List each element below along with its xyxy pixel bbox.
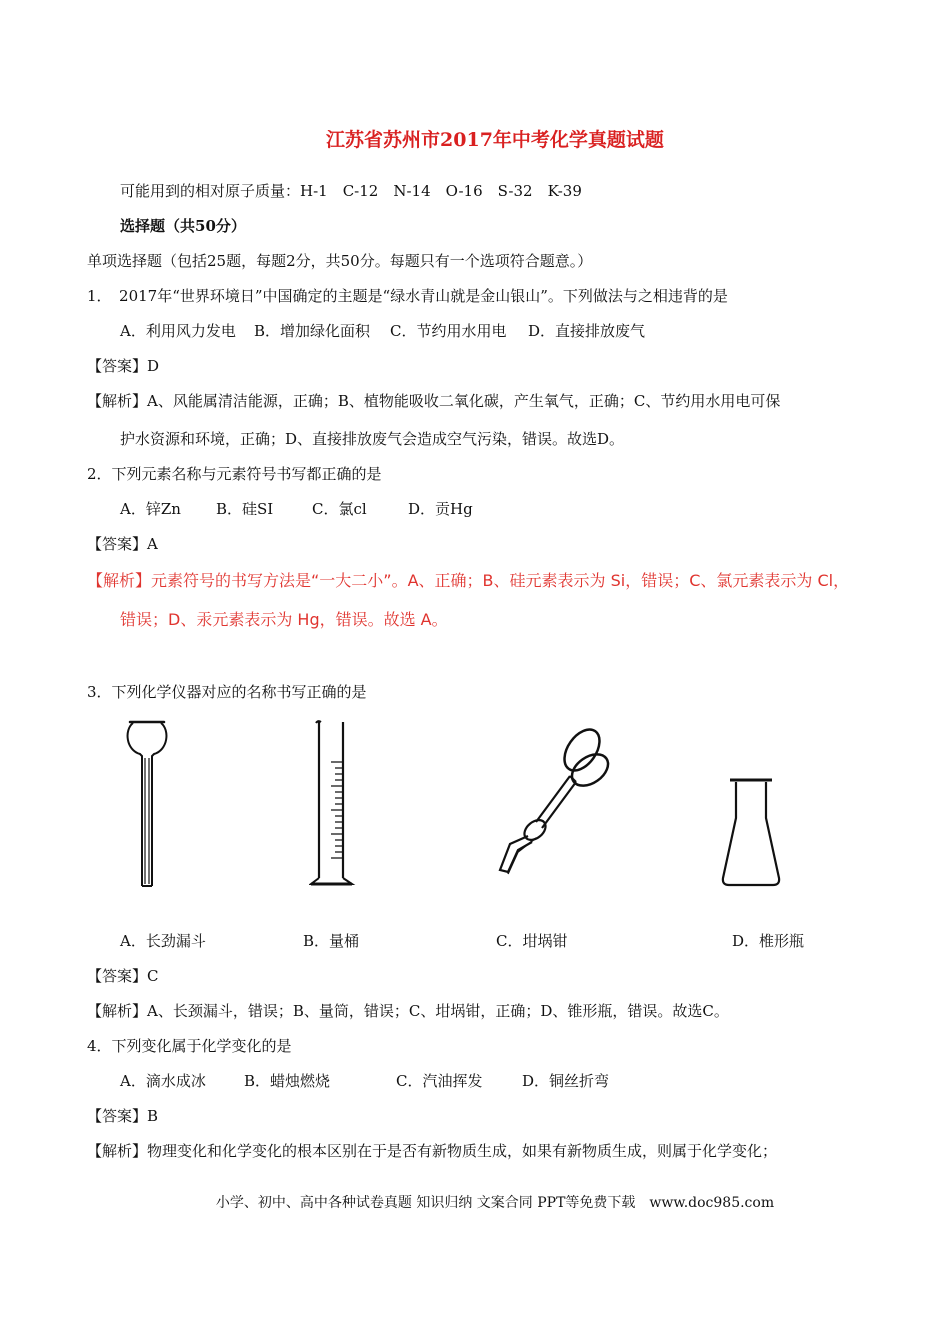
q2-option-b: B．硅SI xyxy=(216,500,274,518)
q2-option-a: A．锌Zn xyxy=(120,500,181,518)
q1-analysis-line1: 【解析】A、风能属清洁能源，正确；B、植物能吸收二氧化碳，产生氧气，正确；C、节约用水用电可保 xyxy=(87,392,781,410)
q4-options xyxy=(120,1071,609,1091)
q3-option-c: C．坩埚钳 xyxy=(496,932,568,950)
q2-stem: 2．下列元素名称与元素符号书写都正确的是 xyxy=(87,465,382,483)
q4-answer: 【答案】B xyxy=(87,1107,159,1125)
crucible-tongs-figure xyxy=(492,718,612,890)
q1-option-c: C．节约用水用电 xyxy=(390,322,507,340)
q1-answer: 【答案】D xyxy=(87,357,160,375)
q4-option-a: A．滴水成冰 xyxy=(120,1072,206,1090)
page-title: 江苏省苏州市2017年中考化学真题试题 xyxy=(326,129,664,151)
long-neck-funnel-figure xyxy=(122,718,172,890)
q2-options xyxy=(120,499,473,519)
q4-option-c: C．汽油挥发 xyxy=(396,1072,483,1090)
q3-option-b: B．量桶 xyxy=(303,932,360,950)
q3-option-a: A．长劲漏斗 xyxy=(120,932,206,950)
section-intro: 单项选择题（包括25题，每题2分，共50分。每题只有一个选项符合题意。） xyxy=(87,252,593,270)
q3-answer: 【答案】C xyxy=(87,967,159,985)
q2-answer: 【答案】A xyxy=(87,535,158,553)
q3-option-d: D．椎形瓶 xyxy=(732,932,805,950)
graduated-cylinder-figure xyxy=(309,718,359,890)
q2-option-c: C．氯cl xyxy=(312,500,367,518)
q4-option-b: B．蜡烛燃烧 xyxy=(244,1072,331,1090)
q4-stem: 4．下列变化属于化学变化的是 xyxy=(87,1037,292,1055)
q3-stem: 3．下列化学仪器对应的名称书写正确的是 xyxy=(87,683,367,701)
q1-analysis-line2: 护水资源和环境，正确；D、直接排放废气会造成空气污染，错误。故选D。 xyxy=(120,430,625,448)
section-title: 选择题（共50分） xyxy=(120,217,246,235)
q2-analysis-line2: 错误；D、汞元素表示为 Hg，错误。故选 A。 xyxy=(120,610,448,629)
conical-flask-figure xyxy=(716,718,786,890)
q1-stem: 1． 2017年“世界环境日”中国确定的主题是“绿水青山就是金山银山”。下列做法与之相违背的是 xyxy=(87,287,728,305)
q1-option-a: A．利用风力发电 xyxy=(120,322,236,340)
atomic-mass-line: 可能用到的相对原子质量：H-1 C-12 N-14 O-16 S-32 K-39 xyxy=(120,182,582,200)
page-footer: 小学、初中、高中各种试卷真题 知识归纳 文案合同 PPT等免费下载 www.doc985.com xyxy=(215,1195,775,1211)
q3-options xyxy=(120,931,804,951)
q1-option-b: B．增加绿化面积 xyxy=(254,322,371,340)
q2-analysis-line1: 【解析】元素符号的书写方法是“一大二小”。A、正确；B、硅元素表示为 Si，错误；C、氯元素表示为 Cl， xyxy=(87,571,850,590)
q1-options xyxy=(120,321,645,341)
q4-option-d: D．铜丝折弯 xyxy=(522,1072,610,1090)
q4-analysis-line1: 【解析】物理变化和化学变化的根本区别在于是否有新物质生成，如果有新物质生成，则属于化学变化； xyxy=(87,1142,778,1160)
q2-option-d: D．贡Hg xyxy=(408,500,473,518)
q3-analysis: 【解析】A、长颈漏斗，错误；B、量筒，错误；C、坩埚钳，正确；D、锥形瓶，错误。故选C。 xyxy=(87,1002,729,1020)
q1-option-d: D．直接排放废气 xyxy=(528,322,646,340)
